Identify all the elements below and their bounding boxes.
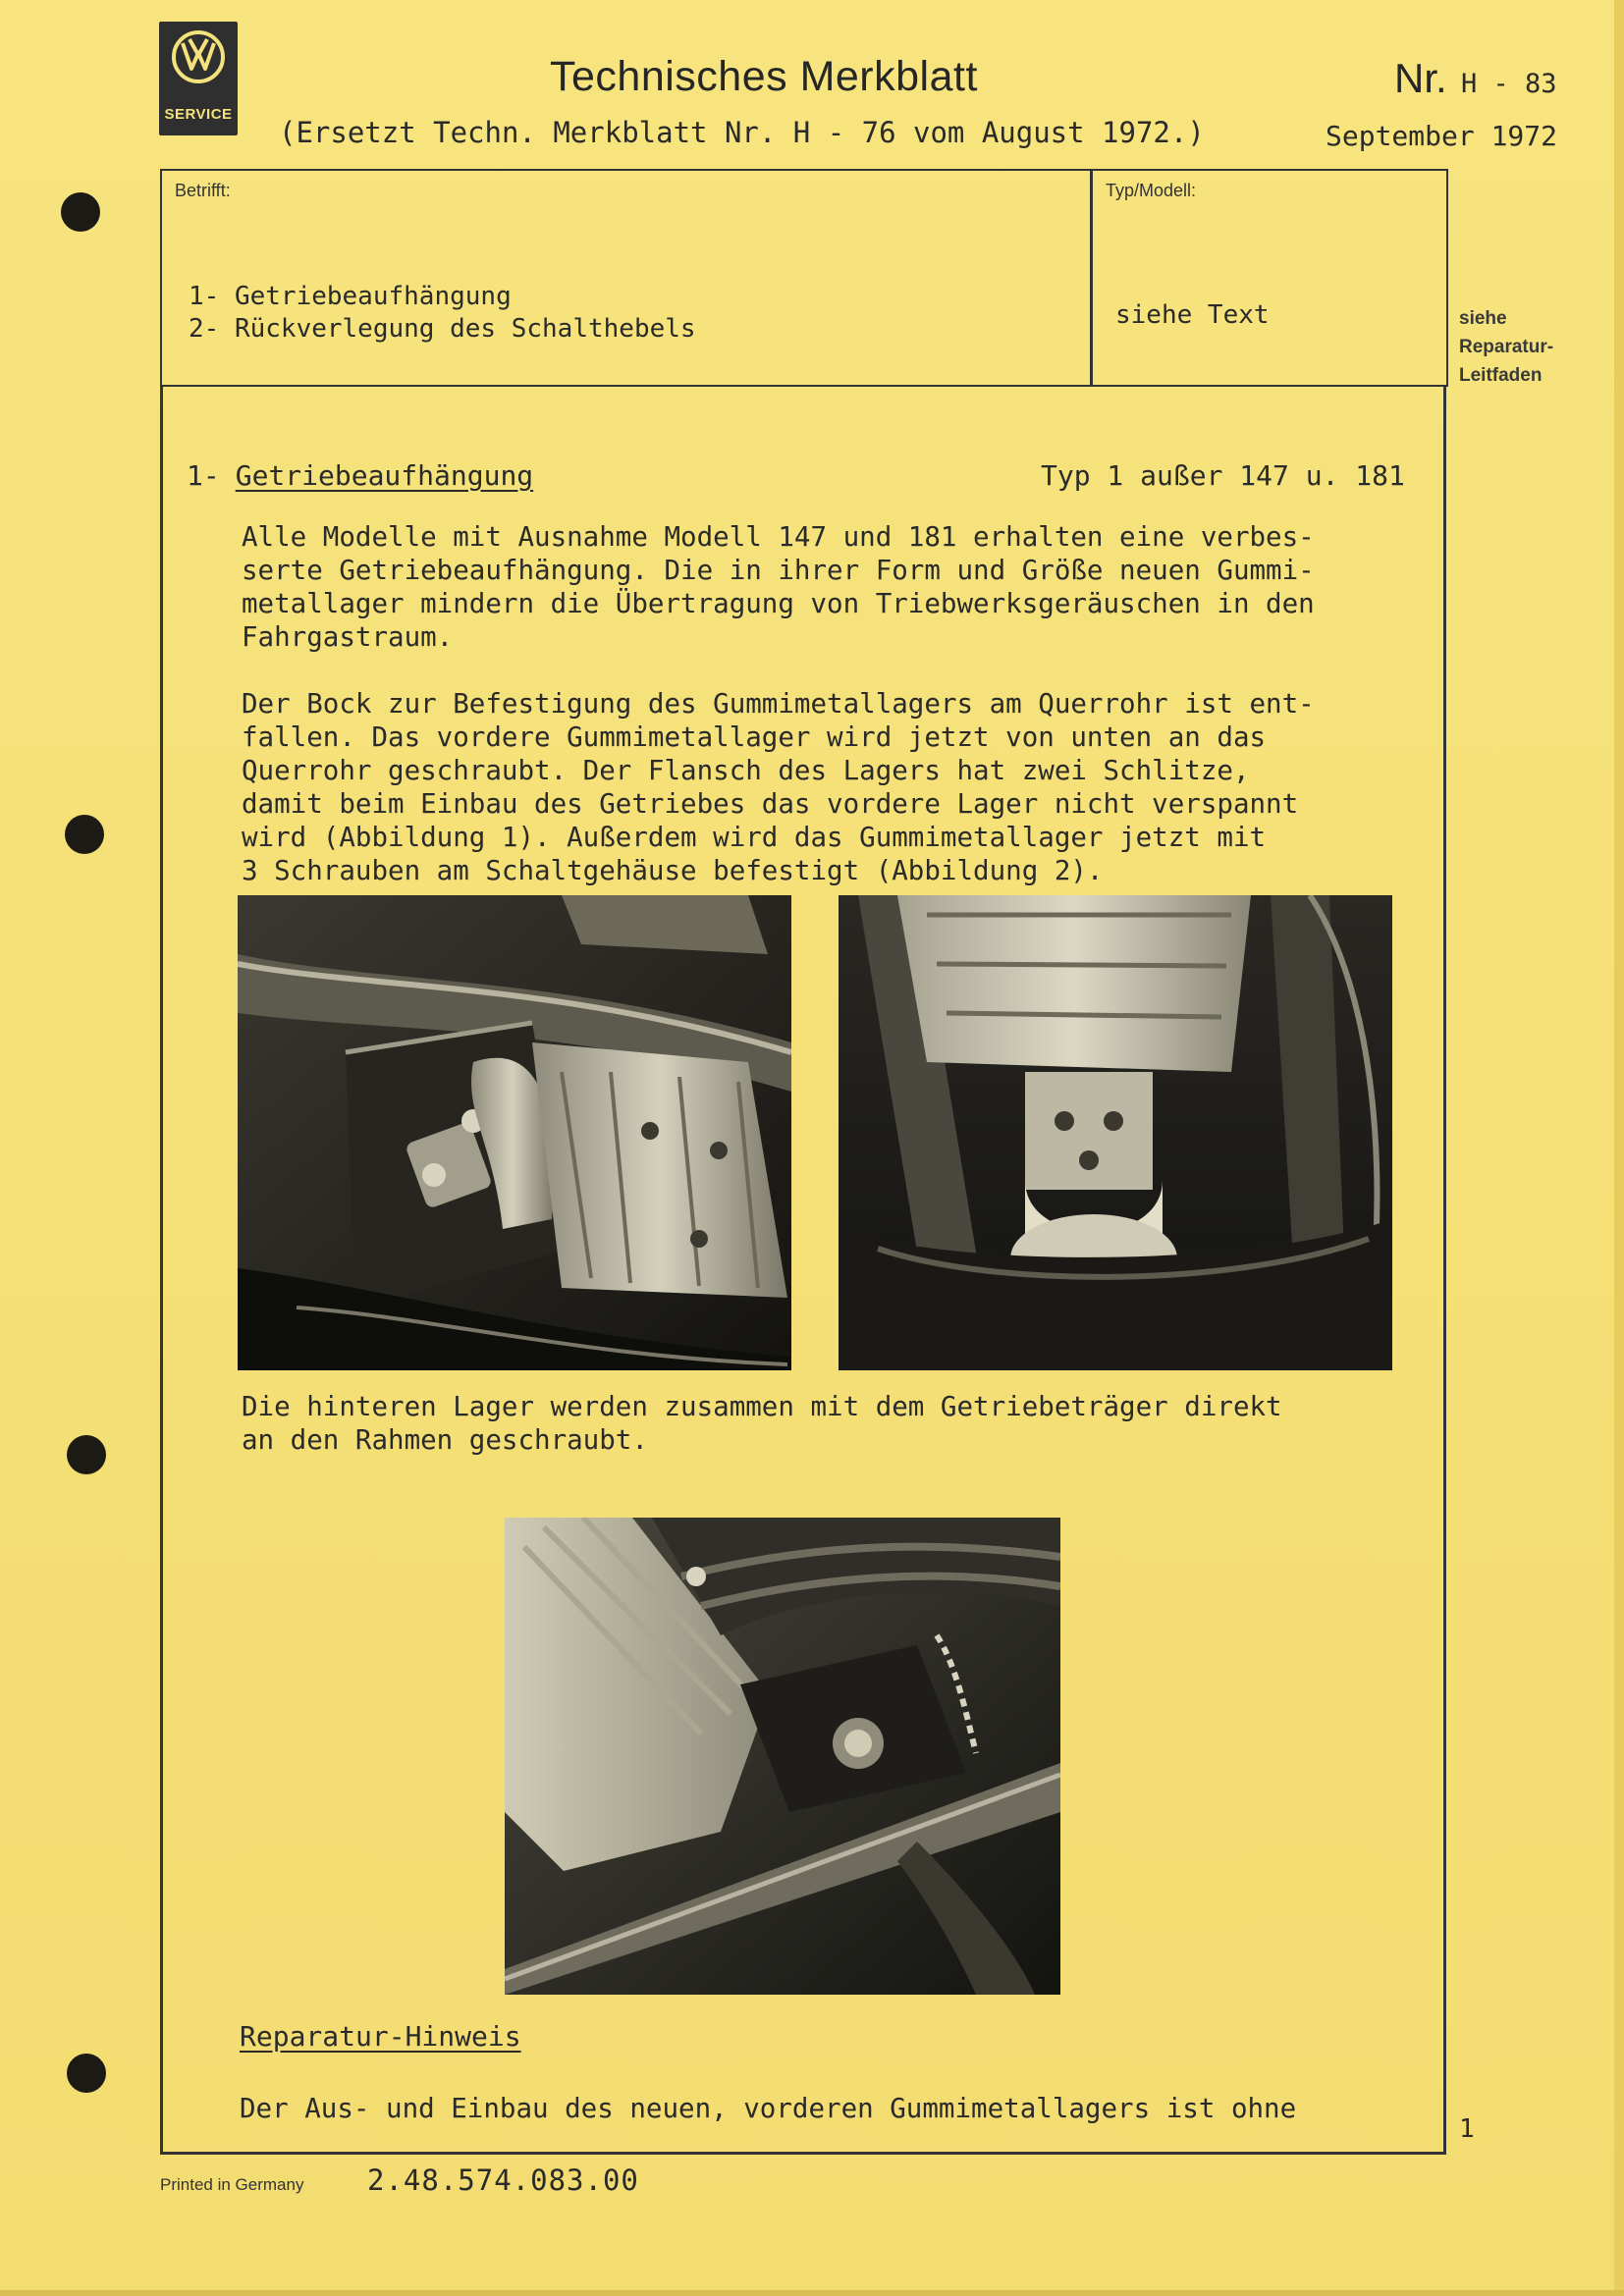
subject-item-2: 2- Rückverlegung des Schalthebels — [189, 314, 696, 344]
punch-hole — [67, 1435, 106, 1474]
punch-hole — [67, 2054, 106, 2093]
sheet-number: H - 83 — [1461, 69, 1557, 99]
page-number: 1 — [1459, 2114, 1475, 2144]
model-value: siehe Text — [1115, 300, 1270, 330]
paragraph-line: Alle Modelle mit Ausnahme Modell 147 und 181 erhalten eine verbes- — [242, 521, 1315, 553]
paragraph-1 — [242, 520, 1430, 654]
body-frame-bottom — [160, 2152, 1446, 2155]
sheet-date: September 1972 — [1326, 120, 1558, 152]
paragraph-line: Querrohr geschraubt. Der Flansch des Lagers hat zwei Schlitze, — [242, 755, 1250, 786]
order-number: 2.48.574.083.00 — [367, 2163, 639, 2197]
replaces-note: (Ersetzt Techn. Merkblatt Nr. H - 76 vom August 1972.) — [279, 116, 1205, 149]
page-edge-bottom — [0, 2290, 1624, 2296]
paragraph-line: Fahrgastraum. — [242, 621, 454, 653]
paragraph-line: wird (Abbildung 1). Außerdem wird das Gummimetallager jetzt mit — [242, 822, 1267, 853]
paragraph-line: 3 Schrauben am Schaltgehäuse befestigt (Abbildung 2). — [242, 855, 1104, 886]
body-frame-right — [1443, 385, 1446, 2154]
subject-item-1: 1- Getriebeaufhängung — [189, 282, 512, 311]
section-heading — [187, 459, 533, 492]
photo-figure-2 — [839, 895, 1392, 1370]
logo-text: SERVICE — [164, 106, 233, 123]
model-label: Typ/Modell: — [1106, 181, 1197, 200]
paragraph-line: serte Getriebeaufhängung. Die in ihrer Form und Größe neuen Gummi- — [242, 555, 1315, 586]
caption-line: Die hinteren Lager werden zusammen mit dem Getriebeträger direkt — [242, 1391, 1282, 1422]
punch-hole — [61, 192, 100, 232]
paragraph-2 — [242, 687, 1430, 887]
vw-emblem-icon — [171, 29, 226, 84]
printed-in: Printed in Germany — [160, 2175, 304, 2194]
subject-box — [160, 169, 1448, 387]
section-title: Getriebeaufhängung — [235, 459, 534, 492]
section-number: 1- — [187, 459, 220, 492]
photo-figure-3 — [505, 1518, 1060, 1995]
body-frame-left — [160, 385, 163, 2154]
side-note-line: Leitfaden — [1459, 365, 1543, 386]
section-type-note: Typ 1 außer 147 u. 181 — [1041, 459, 1405, 492]
subject-box-divider — [1090, 169, 1093, 385]
side-note-line: Reparatur- — [1459, 337, 1554, 357]
punch-hole — [65, 815, 104, 854]
paragraph-line: fallen. Das vordere Gummimetallager wird jetzt von unten an das — [242, 721, 1267, 753]
subject-label: Betrifft: — [175, 181, 231, 200]
vw-service-logo — [159, 22, 238, 135]
paragraph-line: metallager mindern die Übertragung von Triebwerksgeräuschen in den — [242, 588, 1315, 619]
sheet-title: Technisches Merkblatt — [550, 53, 978, 100]
paragraph-line: Der Bock zur Befestigung des Gummimetallagers am Querrohr ist ent- — [242, 688, 1315, 720]
caption-line: an den Rahmen geschraubt. — [242, 1424, 648, 1456]
photo-caption — [242, 1390, 1282, 1457]
repair-hint-text: Der Aus- und Einbau des neuen, vorderen Gummimetallagers ist ohne — [240, 2093, 1297, 2124]
side-note — [1459, 304, 1616, 390]
sheet-number-label: Nr. — [1394, 55, 1447, 101]
side-note-line: siehe — [1459, 308, 1507, 329]
repair-hint-heading: Reparatur-Hinweis — [240, 2020, 521, 2053]
paragraph-line: damit beim Einbau des Getriebes das vordere Lager nicht verspannt — [242, 788, 1299, 820]
photo-figure-1 — [238, 895, 791, 1370]
